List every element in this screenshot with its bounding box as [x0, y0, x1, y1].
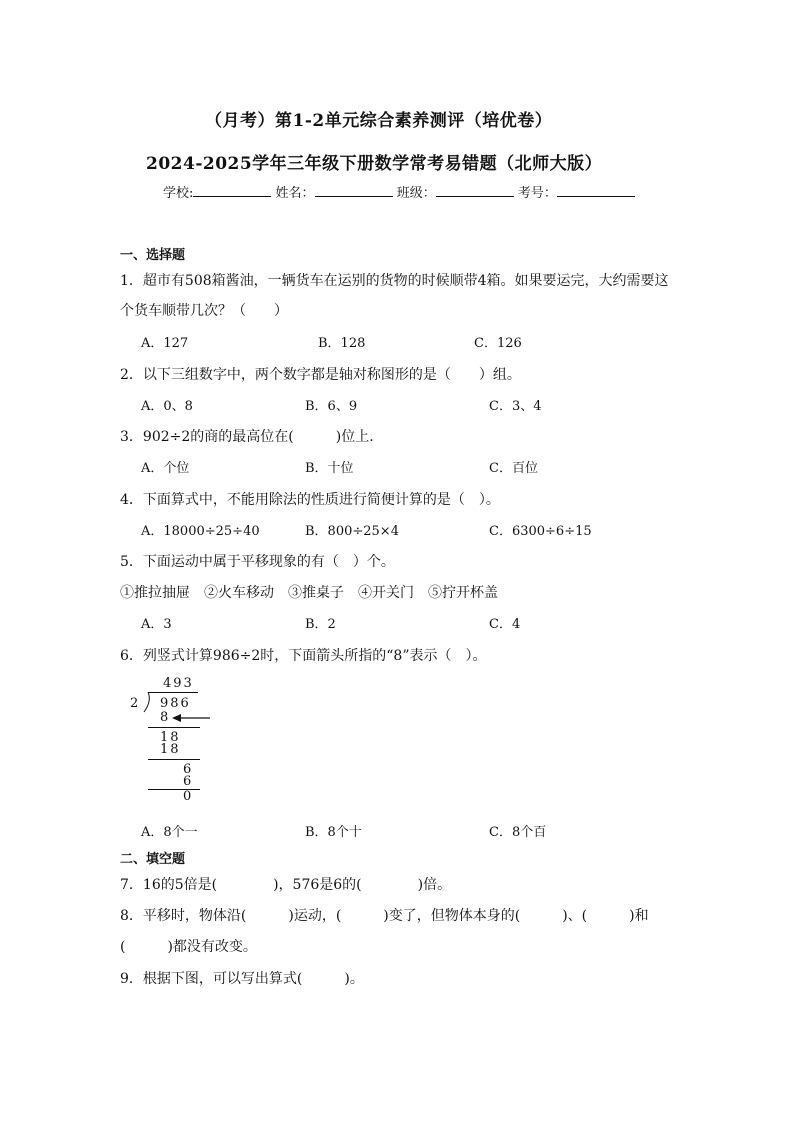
title-line-2: 2024-2025学年三年级下册数学常考易错题（北师大版）	[146, 154, 603, 174]
question-2-option-b: B．6、9	[305, 399, 358, 414]
question-9: 9．根据下图，可以写出算式( )。	[120, 971, 364, 987]
question-6: 6．列竖式计算986÷2时，下面箭头所指的“8”表示（ ）。	[120, 648, 487, 664]
division-divisor: 2	[130, 696, 141, 711]
question-4-option-a: A．18000÷25÷40	[141, 524, 260, 539]
question-1-line-2: 个货车顺带几次？（ ）	[120, 303, 288, 319]
division-quotient: 493	[163, 676, 194, 691]
question-1-option-b: B．128	[318, 336, 366, 351]
name-label: 姓名：	[275, 186, 315, 201]
question-3-option-b: B．十位	[305, 461, 354, 476]
division-step-3: 18	[160, 742, 181, 757]
info-fields	[163, 182, 635, 201]
question-1-option-a: A．127	[141, 336, 189, 351]
question-4-option-b: B．800÷25×4	[305, 524, 399, 539]
question-3-option-a: A．个位	[141, 461, 190, 476]
school-blank	[193, 183, 271, 197]
long-division-diagram	[126, 676, 226, 806]
question-6-option-a: A．8个一	[141, 825, 198, 840]
division-dividend: 986	[160, 696, 191, 711]
question-5-option-b: B．2	[305, 617, 336, 632]
exam-number-blank	[557, 183, 635, 197]
name-blank	[315, 183, 393, 197]
class-blank	[436, 183, 514, 197]
division-step-2: 18	[160, 730, 181, 745]
question-5-choices: ①推拉抽屉 ②火车移动 ③推桌子 ④开关门 ⑤拧开杯盖	[120, 585, 498, 601]
question-5-option-c: C．4	[489, 617, 521, 632]
section-heading-choice: 一、选择题	[120, 248, 186, 263]
exam-number-label: 考号：	[517, 186, 557, 201]
question-5: 5．下面运动中属于平移现象的有（ ）个。	[120, 554, 395, 570]
division-bracket-top	[148, 692, 198, 693]
division-step-1: 8	[160, 710, 171, 725]
school-label: 学校:	[163, 186, 194, 201]
question-2-option-a: A．0、8	[141, 399, 193, 414]
division-line-2	[148, 759, 200, 760]
division-step-4: 6	[183, 762, 194, 777]
question-1-option-c: C．126	[474, 336, 522, 351]
class-label: 班级：	[396, 186, 436, 201]
question-7: 7．16的5倍是( )，576是6的( )倍。	[120, 877, 452, 893]
question-3-option-c: C．百位	[489, 461, 538, 476]
division-line-1	[148, 727, 200, 728]
question-4: 4．下面算式中，不能用除法的性质进行简便计算的是（ ）。	[120, 492, 500, 508]
question-2-option-c: C．3、4	[489, 399, 542, 414]
question-5-option-a: A．3	[141, 617, 172, 632]
division-bracket	[140, 691, 154, 713]
question-2: 2．以下三组数字中，两个数字都是轴对称图形的是（ ）组。	[120, 367, 521, 383]
question-1-line-1: 1．超市有508箱酱油，一辆货车在运别的货物的时候顺带4箱。如果要运完，大约需要这	[120, 273, 669, 289]
question-8-line-2: ( )都没有改变。	[120, 939, 257, 955]
section-heading-fill: 二、填空题	[120, 852, 186, 867]
division-remainder: 0	[183, 789, 194, 804]
question-6-option-c: C．8个百	[489, 825, 547, 840]
arrow-icon	[172, 712, 212, 724]
title-line-1: （月考）第1-2单元综合素养测评（培优卷）	[205, 111, 553, 131]
question-3: 3．902÷2的商的最高位在( )位上.	[120, 429, 374, 445]
question-4-option-c: C．6300÷6÷15	[489, 524, 592, 539]
question-6-option-b: B．8个十	[305, 825, 362, 840]
division-step-5: 6	[183, 774, 194, 789]
question-8-line-1: 8．平移时，物体沿( )运动，( )变了，但物体本身的( )、( )和	[120, 908, 649, 924]
